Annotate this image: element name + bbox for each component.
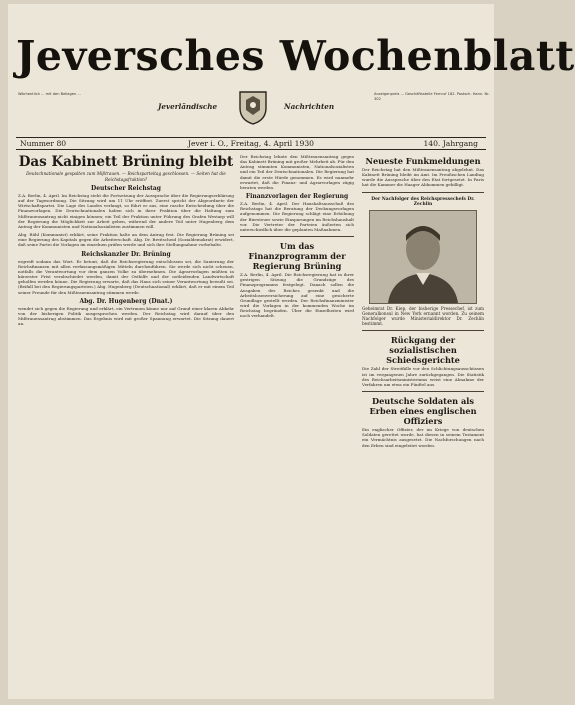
article-paragraph: Ein englischer Offizier, der im Kriege von deutschen Soldaten gerettet wurde, hat diesen in seinem Testament ein Vermächtnis ausgesetzt. Die Nachforschungen nach den Erben sind eingeleitet worden. [362, 427, 484, 448]
subhead-reichstag: Deutscher Reichstag [91, 185, 161, 192]
finance-program-headline: Um das Finanzprogramm der Regierung Brüning [248, 241, 346, 272]
arbitration-headline: Rückgang der sozialistischen Schiedsgerichte [386, 335, 460, 366]
article-paragraph: Z.A. Berlin, 4. April. Der Haushaltsausschuß des Reichstags hat die Beratung der Deckungsvorlagen aufgenommen. Die Regierung schlägt eine Erhöhung der Biersteuer sowie Einsparungen im Reichshaushalt vor. Die Vertreter der Parteien äußerten sich unterschiedlich über die geplanten Maßnahmen. [240, 201, 354, 232]
column-divider [362, 330, 484, 331]
dateline-bar [16, 137, 486, 150]
radio-news-headline: Neueste Funkmeldungen [365, 156, 481, 166]
article-paragraph: wendet sich gegen die Regierung und erklärt, ein Vertrauen könne nur auf Grund einer klaren Abkehr von der bisherigen Politik ausgesprochen werden. Der Reichstag wird darauf über den Mißtrauensantrag abstimmen. Das Ergebnis wird mit großer Spannung erwartet. Die Sitzung dauert an. [18, 305, 234, 327]
article-paragraph: Z.A. Berlin, 4. April. Die Reichsregierung hat in ihrer gestrigen Sitzung die Grundzüge des Finanzprogramms festgelegt. Danach sollen die Ausgaben des Reiches gesenkt und die Arbeitslosenversicherung auf eine gesicherte Grundlage gestellt werden. Der Reichsfinanzminister wird die Vorlagen in der kommenden Woche im Reichstag begründen. Über die Einzelheiten wird noch verhandelt. [240, 272, 354, 319]
article-paragraph: Der Reichstag lehnte den Mißtrauensantrag gegen das Kabinett Brüning mit großer Mehrheit ab. Für den Antrag stimmten Kommunisten, Nationalsozialisten und ein Teil der Deutschnationalen. Die Regierung hat damit die erste Hürde genommen. Es wird nunmehr erwartet, daß die Finanz- und Agrarvorlagen zügig beraten werden. [240, 154, 354, 190]
advertising-note: Anzeigenpreis ... Geschäftsstelle Fernruf 182. Postsch. Hann. Nr. 302 [374, 92, 490, 101]
soldiers-heirs-headline: Deutsche Soldaten als Erben eines englischen Offiziers [369, 396, 477, 427]
masthead-subtitle-left: Jeverländische [158, 102, 218, 111]
article-paragraph: Z.A. Berlin, 4. April. Im Reichstag steht die Fortsetzung der Aussprache über die Regierungserklärung auf der Tagesordnung. Die Sitzung wird um 11 Uhr eröffnet. Zuerst spricht der Abgeordnete der Wirtschaftspartei. Die Lage des Landes verlangt, so führt er aus, eine rasche Entscheidung über die Finanzvorlagen. Die Deutschnationalen haben sich in ihrer Fraktion über die Haltung zum Mißtrauensantrag nicht einigen können; ein Teil der Fraktion unter Führung des Grafen Westarp will der Regierung die Möglichkeit zur Arbeit geben, während der andere Teil unter Hugenberg dem Antrag der Kommunisten und Nationalsozialisten zustimmen will. [18, 193, 234, 229]
article-paragraph: Der Reichstag hat den Mißtrauensantrag abgelehnt. Das Kabinett Brüning bleibt im Amt. Im Preußischen Landtag wurde die Aussprache über den Etat fortgesetzt. In Paris hat die Kammer die Haager Abkommen gebilligt. [362, 167, 484, 188]
portrait-icon [370, 211, 476, 303]
subhead-finance: Finanzvorlagen der Regierung [245, 193, 349, 201]
article-paragraph: Abg. Rühl (Kommunist) erklärt, seine Fraktion halte an dem Antrag fest. Die Regierung Brüning sei eine Regierung des Kapitals gegen die Arbeiterschaft. Abg. Dr. Breitscheid (Sozialdemokrat) erwidert, daß seine Partei die Vorlagen im einzelnen prüfen werde und sich ihre Stellungnahme vorbehalte. [18, 232, 234, 248]
coat-of-arms-icon [236, 88, 270, 126]
masthead-title: Jeversches Wochenblatt [16, 32, 575, 80]
place-date: Jever i. O., Freitag, 4. April 1930 [188, 139, 314, 148]
column-divider [240, 236, 354, 237]
column-divider [362, 192, 484, 193]
lead-headline: Das Kabinett Brüning bleibt [18, 154, 234, 170]
column-divider [362, 391, 484, 392]
masthead-subtitle-right: Nachrichten [284, 102, 335, 111]
lead-deck: Deutschnationale gespalten zum Mißtrauen. — Reichsparteitag geschlossen. — Seiten hat die Reichstagsfraktion? [26, 171, 226, 182]
article-paragraph: ergreift sodann das Wort. Er betont, daß die Reichsregierung entschlossen sei, die Sanierung der Reichsfinanzen mit allen verfassungsmäßigen Mitteln durchzuführen. Sie werde sich nicht scheuen, notfalls die Verantwortung vor dem ganzen Volke zu übernehmen. Die Agrarvorlagen müßten in kürzester Frist verabschiedet werden, damit der Osthilfe und der notleidenden Landwirtschaft geholfen werden könne. Die Regierung erwarte, daß das Haus sich seiner Verantwortung bewußt sei. (Beifall bei den Regierungsparteien.) Abg. Hugenberg (Deutschnational) erklärt, daß er mit einem Teil seiner Freunde für den Mißtrauensantrag stimmen werde. [18, 258, 234, 295]
subhead-hugenberg: Abg. Dr. Hugenberg (Dnat.) [79, 297, 173, 305]
issue-number: Nummer 80 [20, 139, 67, 148]
photo-caption: Geheimrat Dr. Kiep, der bisherige Pressechef, ist zum Generalkonsul in New York ernannt worden. Zu seinem Nachfolger wurde Ministerialdirektor Dr. Zechlin bestimmt. [362, 305, 484, 327]
portrait-photo [369, 210, 477, 304]
article-paragraph: Die Zahl der Streitfälle vor den Schlichtungsausschüssen ist im vergangenen Jahre zurückgegangen. Die Statistik des Reichsarbeitsministeriums weist eine Abnahme der Verfahren um etwa ein Fünftel aus. [362, 366, 484, 387]
column-lead-article [18, 154, 234, 329]
column-news-briefs [362, 154, 484, 451]
volume-number: 140. Jahrgang [423, 139, 478, 148]
column-continuation [240, 154, 354, 321]
newspaper-page [8, 4, 575, 699]
photo-label: Der Nachfolger des Reichspressechefs Dr. Zechlin [371, 196, 475, 207]
subhead-chancellor: Reichskanzler Dr. Brüning [81, 250, 171, 258]
publisher-note: Wöchentlich ... mit den Beilagen ... [18, 92, 81, 96]
